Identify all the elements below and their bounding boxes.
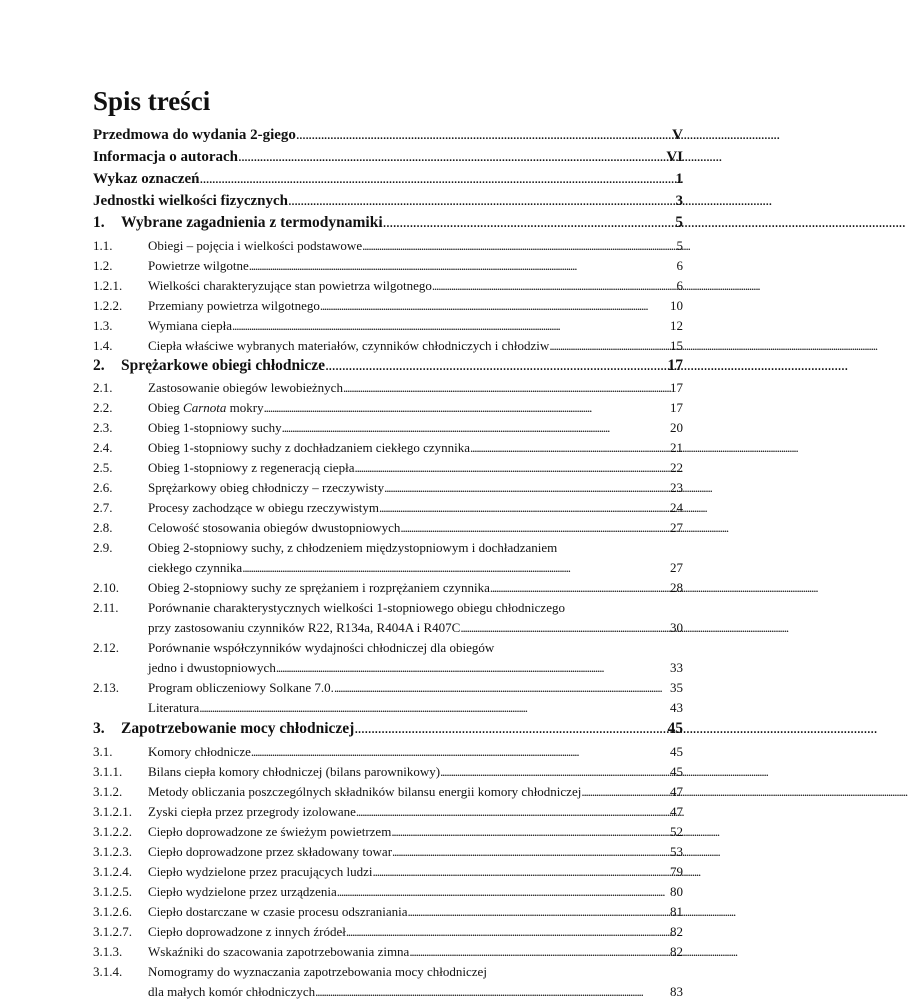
- dot-leader: [383, 214, 674, 232]
- toc-entry-authors[interactable]: [93, 149, 683, 166]
- toc-entry-text: [148, 400, 264, 416]
- dot-leader: [238, 149, 664, 166]
- toc-entry-page: 20: [670, 420, 683, 435]
- toc-entry-text-part: mokry: [226, 400, 264, 415]
- toc-entry-text: Obieg 1-stopniowy suchy z dochładzaniem ciekłego czynnika: [148, 440, 471, 455]
- dot-leader: [391, 824, 668, 840]
- toc-entry-text: jedno i dwustopniowych: [148, 660, 276, 675]
- dot-leader: [470, 440, 668, 456]
- toc-entry-text: Metody obliczania poszczególnych składników bilansu energii komory chłodniczej: [148, 784, 582, 799]
- toc-entry[interactable]: [93, 580, 683, 596]
- dot-leader: [343, 380, 668, 396]
- toc-entry-number: 1.2.2.: [93, 298, 123, 313]
- toc-entry-number: 2.10.: [93, 580, 119, 595]
- toc-entry[interactable]: [93, 420, 683, 436]
- toc-entry-page: 3: [675, 193, 683, 209]
- toc-entry-number: 2.4.: [93, 440, 113, 455]
- toc-entry-page: 79: [670, 864, 683, 879]
- toc-entry[interactable]: [93, 440, 683, 456]
- toc-entry-units[interactable]: [93, 193, 683, 210]
- toc-entry-text: Informacja o autorach: [93, 149, 238, 165]
- toc-entry-page: 80: [670, 884, 683, 899]
- toc-entry-page: 17: [670, 400, 683, 415]
- toc-entry-number: 2.8.: [93, 520, 113, 535]
- toc-entry-text: Ciepła właściwe wybranych materiałów, czynników chłodniczych i chłodziw: [148, 338, 550, 353]
- toc-entry-text: Obieg 1-stopniowy z regeneracją ciepła: [148, 460, 355, 475]
- toc-entry[interactable]: [93, 784, 683, 800]
- toc-entry-number: 1.: [93, 214, 105, 231]
- toc-entry[interactable]: [93, 884, 683, 900]
- toc-entry-number: 3.1.: [93, 744, 113, 759]
- toc-entry-page: 47: [670, 804, 683, 819]
- dot-leader: [251, 744, 668, 760]
- dot-leader: [315, 984, 668, 1000]
- toc-entry-text: Ciepło wydzielone przez pracujących ludzi: [148, 864, 373, 879]
- toc-entry-page: 45: [670, 744, 683, 759]
- dot-leader: [373, 864, 668, 880]
- dot-leader: [549, 338, 668, 354]
- toc-entry-page: VI: [666, 149, 683, 165]
- toc-entry-page: 43: [670, 700, 683, 715]
- toc-entry-page: 22: [670, 460, 683, 475]
- dot-leader: [354, 720, 665, 738]
- toc-entry-page: 33: [670, 660, 683, 675]
- toc-entry[interactable]: [93, 600, 683, 616]
- toc-entry-number: 3.1.2.6.: [93, 904, 132, 919]
- toc-entry-number: 3.1.1.: [93, 764, 123, 779]
- dot-leader: [200, 171, 674, 188]
- toc-entry-page: 5: [675, 214, 683, 231]
- toc-entry-literature[interactable]: [93, 700, 683, 716]
- dot-leader: [296, 127, 670, 144]
- toc-entry-text: Ciepło doprowadzone z innych źródeł: [148, 924, 346, 939]
- toc-entry[interactable]: [93, 844, 683, 860]
- toc-entry-text: Wybrane zagadnienia z termodynamiki: [121, 214, 383, 231]
- toc-entry[interactable]: [93, 680, 683, 696]
- toc-entry-page: 81: [670, 904, 683, 919]
- dot-leader: [362, 238, 674, 254]
- toc-entry-page: 27: [670, 520, 683, 535]
- toc-entry-page: 82: [670, 944, 683, 959]
- toc-entry-text: Obieg 1-stopniowy suchy: [148, 420, 282, 435]
- toc-entry-number: 2.7.: [93, 500, 113, 515]
- toc-entry-text: Zastosowanie obiegów lewobieżnych: [148, 380, 343, 395]
- toc-entry-number: 3.1.2.2.: [93, 824, 132, 839]
- toc-entry[interactable]: [93, 520, 683, 536]
- dot-leader: [325, 357, 665, 375]
- toc-entry-page: 15: [670, 338, 683, 353]
- toc-chapter-2[interactable]: [93, 357, 683, 375]
- toc-entry[interactable]: [93, 278, 683, 294]
- toc-entry[interactable]: [93, 318, 683, 334]
- toc-entry-text: Sprężarkowy obieg chłodniczy – rzeczywisty: [148, 480, 385, 495]
- toc-entry-page: 6: [676, 278, 683, 293]
- toc-entry-page: 12: [670, 318, 683, 333]
- toc-entry[interactable]: [93, 500, 683, 516]
- toc-entry-number: 1.3.: [93, 318, 113, 333]
- dot-leader: [400, 520, 668, 536]
- toc-entry[interactable]: [93, 924, 683, 940]
- toc-entry-number: 3.1.4.: [93, 964, 123, 979]
- toc-entry-continuation[interactable]: [93, 560, 683, 576]
- toc-entry-text: Przedmowa do wydania 2-giego: [93, 127, 296, 143]
- toc-entry-continuation[interactable]: [93, 660, 683, 676]
- toc-entry-text: Obieg 2-stopniowy suchy, z chłodzeniem międzystopniowym i dochładzaniem: [148, 540, 558, 555]
- dot-leader: [460, 620, 668, 636]
- dot-leader: [392, 844, 668, 860]
- dot-leader: [356, 804, 668, 820]
- toc-entry-text: Program obliczeniowy Solkane 7.0.: [148, 680, 334, 695]
- toc-entry-page: 6: [676, 258, 683, 273]
- toc-entry-number: 1.2.1.: [93, 278, 123, 293]
- dot-leader: [276, 660, 668, 676]
- toc-entry-text: Procesy zachodzące w obiegu rzeczywistym: [148, 500, 380, 515]
- dot-leader: [337, 884, 668, 900]
- toc-entry[interactable]: [93, 298, 683, 314]
- dot-leader: [264, 400, 668, 416]
- toc-entry-symbols[interactable]: [93, 171, 683, 188]
- toc-entry[interactable]: [93, 258, 683, 274]
- dot-leader: [440, 764, 668, 780]
- toc-entry-continuation[interactable]: [93, 620, 683, 636]
- toc-entry-text: Literatura: [148, 700, 200, 715]
- toc-entry-page: 27: [670, 560, 683, 575]
- toc-entry-number: 1.1.: [93, 238, 113, 253]
- dot-leader: [408, 904, 668, 920]
- toc-entry-continuation[interactable]: [93, 984, 683, 1000]
- toc-entry[interactable]: [93, 338, 683, 354]
- toc-entry-page: 10: [670, 298, 683, 313]
- toc-entry-text-part: Obieg: [148, 400, 184, 415]
- toc-entry-text: Ciepło doprowadzone przez składowany towar: [148, 844, 393, 859]
- toc-entry[interactable]: [93, 824, 683, 840]
- dot-leader: [384, 480, 668, 496]
- toc-entry[interactable]: [93, 944, 683, 960]
- toc-entry-page: V: [672, 127, 683, 143]
- toc-entry-number: 3.: [93, 720, 105, 737]
- toc-entry-text: dla małych komór chłodniczych: [148, 984, 316, 999]
- dot-leader: [288, 193, 674, 210]
- dot-leader: [249, 258, 675, 274]
- toc-entry[interactable]: [93, 904, 683, 920]
- toc-entry-page: 17: [667, 357, 683, 374]
- toc-entry-text: Porównanie charakterystycznych wielkości 1-stopniowego obiegu chłodniczego: [148, 600, 565, 615]
- toc-entry-page: 82: [670, 924, 683, 939]
- toc-entry[interactable]: [93, 400, 683, 416]
- toc-entry-number: 3.1.2.1.: [93, 804, 132, 819]
- toc-chapter-1[interactable]: [93, 214, 683, 232]
- toc-entry-text: Powietrze wilgotne: [148, 258, 249, 273]
- toc-entry-number: 2.3.: [93, 420, 113, 435]
- toc-entry-page: 23: [670, 480, 683, 495]
- toc-entry-page: 52: [670, 824, 683, 839]
- toc-entry-page: 35: [670, 680, 683, 695]
- toc-entry-number: 2.13.: [93, 680, 119, 695]
- toc-entry-page: 53: [670, 844, 683, 859]
- toc-entry-page: 17: [670, 380, 683, 395]
- dot-leader: [354, 460, 668, 476]
- toc-entry-text: Zapotrzebowanie mocy chłodniczej: [121, 720, 355, 737]
- toc-entry-number: 2.11.: [93, 600, 119, 615]
- toc-entry-number: 3.1.2.7.: [93, 924, 132, 939]
- toc-entry[interactable]: [93, 238, 683, 254]
- toc-entry-number: 3.1.3.: [93, 944, 123, 959]
- toc-entry-page: 45: [670, 764, 683, 779]
- dot-leader: [379, 500, 668, 516]
- toc-entry-number: 2.6.: [93, 480, 113, 495]
- toc-entry-number: 3.1.2.4.: [93, 864, 132, 879]
- toc-entry-text: Wielkości charakteryzujące stan powietrza wilgotnego: [148, 278, 432, 293]
- dot-leader: [490, 580, 668, 596]
- toc-entry[interactable]: [93, 480, 683, 496]
- toc-entry-text: Bilans ciepła komory chłodniczej (bilans parownikowy): [148, 764, 441, 779]
- toc-entry[interactable]: [93, 764, 683, 780]
- toc-entry-text: Jednostki wielkości fizycznych: [93, 193, 288, 209]
- toc-entry-text: Wymiana ciepła: [148, 318, 233, 333]
- dot-leader: [432, 278, 675, 294]
- toc-entry-page: 28: [670, 580, 683, 595]
- toc-entry[interactable]: [93, 540, 683, 556]
- toc-entry-text: Nomogramy do wyznaczania zapotrzebowania mocy chłodniczej: [148, 964, 487, 979]
- dot-leader: [346, 924, 668, 940]
- toc-entry-number: 3.1.2.3.: [93, 844, 132, 859]
- dot-leader: [320, 298, 668, 314]
- toc-entry-page: 47: [670, 784, 683, 799]
- toc-entry-page: 21: [670, 440, 683, 455]
- toc-entry-number: 3.1.2.: [93, 784, 123, 799]
- toc-entry-number: 2.12.: [93, 640, 119, 655]
- toc-entry[interactable]: [93, 964, 683, 980]
- toc-entry[interactable]: [93, 804, 683, 820]
- dot-leader: [409, 944, 668, 960]
- toc-entry-text: Ciepło wydzielone przez urządzenia: [148, 884, 337, 899]
- toc-entry-number: 2.9.: [93, 540, 113, 555]
- toc-entry-text: ciekłego czynnika: [148, 560, 243, 575]
- toc-entry-text-italic: Carnota: [183, 400, 227, 415]
- toc-entry-text: Komory chłodnicze: [148, 744, 251, 759]
- toc-entry-number: 1.2.: [93, 258, 113, 273]
- toc-entry-text: Wskaźniki do szacowania zapotrzebowania zimna: [148, 944, 410, 959]
- toc-entry-page: 24: [670, 500, 683, 515]
- toc-entry-page: 30: [670, 620, 683, 635]
- toc-entry-number: 2.1.: [93, 380, 113, 395]
- toc-entry-text: Celowość stosowania obiegów dwustopniowych: [148, 520, 401, 535]
- toc-entry-text: Przemiany powietrza wilgotnego: [148, 298, 320, 313]
- toc-entry-text: Wykaz oznaczeń: [93, 171, 200, 187]
- dot-leader: [242, 560, 668, 576]
- toc-entry-page: 45: [667, 720, 683, 737]
- toc-entry-text: przy zastosowaniu czynników R22, R134a, R404A i R407C: [148, 620, 461, 635]
- dot-leader: [282, 420, 668, 436]
- toc-entry-page: 5: [676, 238, 683, 253]
- toc-entry-text: Ciepło dostarczane w czasie procesu odszraniania: [148, 904, 408, 919]
- toc-entry-number: 3.1.2.5.: [93, 884, 132, 899]
- page-title: Spis treści: [93, 86, 211, 116]
- toc-entry-page: 83: [670, 984, 683, 999]
- toc-entry[interactable]: [93, 460, 683, 476]
- toc-entry-page: 1: [675, 171, 683, 187]
- dot-leader: [199, 700, 668, 716]
- toc-entry[interactable]: [93, 380, 683, 396]
- dot-leader: [581, 784, 668, 800]
- toc-chapter-3[interactable]: [93, 720, 683, 738]
- toc-entry[interactable]: [93, 640, 683, 656]
- toc-entry-number: 2.5.: [93, 460, 113, 475]
- toc-entry-text: Porównanie współczynników wydajności chłodniczej dla obiegów: [148, 640, 495, 655]
- dot-leader: [334, 680, 668, 696]
- toc-entry[interactable]: [93, 864, 683, 880]
- toc-entry-text: Zyski ciepła przez przegrody izolowane: [148, 804, 356, 819]
- toc-entry-text: Obiegi – pojęcia i wielkości podstawowe: [148, 238, 363, 253]
- toc-entry-number: 2.: [93, 357, 105, 374]
- dot-leader: [232, 318, 668, 334]
- toc-entry[interactable]: [93, 744, 683, 760]
- toc-entry-text: Obieg 2-stopniowy suchy ze sprężaniem i rozprężaniem czynnika: [148, 580, 490, 595]
- toc-entry-number: 1.4.: [93, 338, 113, 353]
- toc-entry-text: Ciepło doprowadzone ze świeżym powietrzem: [148, 824, 392, 839]
- toc-entry-number: 2.2.: [93, 400, 113, 415]
- toc-entry-text: Sprężarkowe obiegi chłodnicze: [121, 357, 326, 374]
- toc-entry-preface[interactable]: [93, 127, 683, 144]
